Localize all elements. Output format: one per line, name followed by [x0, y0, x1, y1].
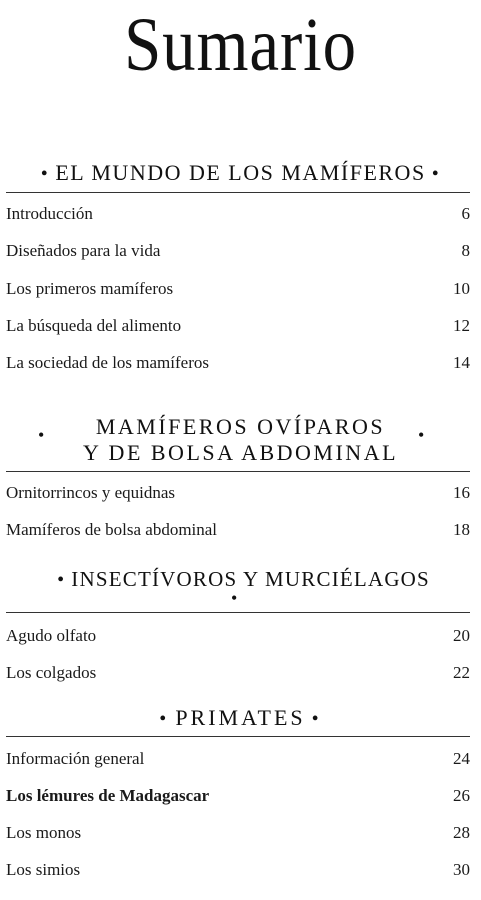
bullet-icon: • [311, 708, 322, 730]
section-heading-mundo [0, 160, 481, 186]
toc-entry-title: Agudo olfato [6, 626, 97, 645]
toc-entry-title: Diseñados para la vida [6, 241, 161, 260]
toc-entry[interactable] [6, 626, 470, 646]
section-heading-insectivoros [0, 567, 481, 592]
toc-entry-page: 6 [461, 204, 470, 223]
section-heading-line1: MAMÍFEROS OVÍPAROS [95, 414, 386, 439]
toc-entry-title: Los simios [6, 860, 81, 879]
toc-entry-page: 14 [453, 353, 470, 372]
toc-entry[interactable] [6, 204, 470, 224]
toc-entry[interactable] [6, 353, 470, 373]
toc-entry-title: Introducción [6, 204, 93, 223]
toc-entry-page: 28 [453, 823, 470, 842]
toc-entry-page: 20 [453, 626, 470, 645]
toc-entry[interactable] [6, 823, 470, 843]
toc-entry-title: Mamíferos de bolsa abdominal [6, 520, 218, 539]
toc-entry-title: Los monos [6, 823, 82, 842]
section-heading-primates [0, 705, 481, 731]
toc-entry[interactable] [6, 749, 470, 769]
toc-entry-page: 30 [453, 860, 470, 879]
toc-entry-page: 10 [453, 279, 470, 298]
toc-entry[interactable] [6, 316, 470, 336]
section-divider [6, 192, 470, 193]
section-heading-text: INSECTÍVOROS Y MURCIÉLAGOS [71, 567, 430, 591]
toc-entry-page: 8 [461, 241, 470, 260]
toc-entry[interactable] [6, 483, 470, 503]
toc-entry-page: 16 [453, 483, 470, 502]
bullet-icon: • [159, 708, 170, 730]
bullet-icon: • [231, 588, 238, 608]
bullet-icon: • [38, 425, 45, 445]
toc-entry[interactable] [6, 663, 470, 683]
toc-entry-title: Ornitorrincos y equidnas [6, 483, 176, 502]
bullet-icon: • [431, 163, 441, 185]
toc-entry-page: 24 [453, 749, 470, 768]
section-heading-oviparos [0, 414, 481, 466]
section-divider [6, 471, 470, 472]
toc-entry[interactable] [6, 520, 470, 540]
toc-entry[interactable] [6, 786, 470, 806]
page-title: Sumario [124, 3, 357, 87]
toc-entry-page: 22 [453, 663, 470, 682]
toc-entry-title: Los primeros mamíferos [6, 279, 174, 298]
bullet-icon: • [418, 425, 425, 445]
section-divider [6, 736, 470, 737]
section-heading-text: PRIMATES [175, 705, 306, 730]
toc-entry-page: 12 [453, 316, 470, 335]
toc-entry[interactable] [6, 860, 470, 880]
toc-entry[interactable] [6, 279, 470, 299]
section-heading-line2: Y DE BOLSA ABDOMINAL [82, 440, 399, 465]
toc-entry[interactable] [6, 241, 470, 261]
section-heading-text: EL MUNDO DE LOS MAMÍFEROS [55, 160, 426, 185]
toc-entry-title: La búsqueda del alimento [6, 316, 182, 335]
bullet-icon: • [40, 163, 50, 185]
bullet-icon: • [57, 569, 66, 591]
toc-entry-title: Los lémures de Madagascar [6, 786, 210, 805]
toc-entry-title: Información general [6, 749, 145, 768]
toc-entry-title: Los colgados [6, 663, 97, 682]
toc-entry-page: 18 [453, 520, 470, 539]
toc-entry-page: 26 [453, 786, 470, 805]
toc-entry-title: La sociedad de los mamíferos [6, 353, 209, 372]
section-divider [6, 612, 470, 613]
